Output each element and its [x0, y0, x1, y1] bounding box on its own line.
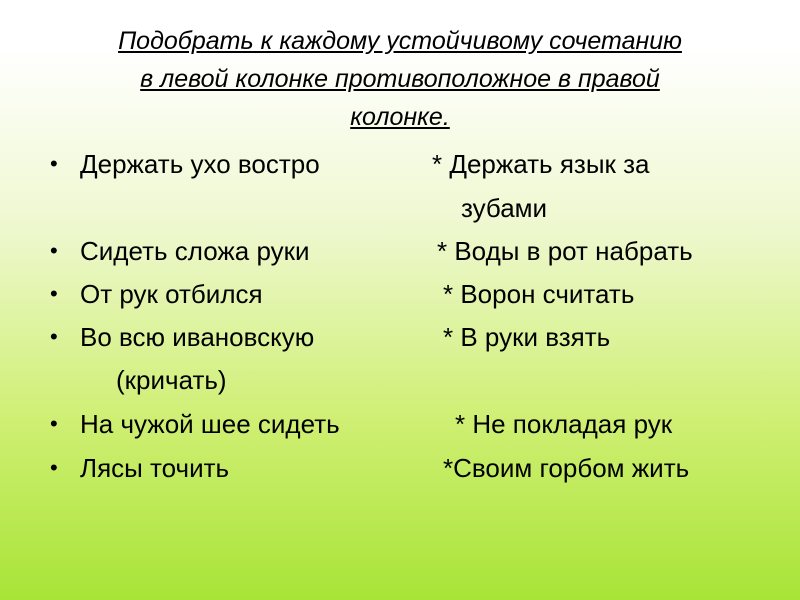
right-phrase: * Воды в рот набрать: [437, 236, 693, 266]
left-phrase: От рук отбился: [80, 279, 263, 309]
row-7: [0, 402, 800, 446]
right-phrase: * Держать язык за: [432, 149, 650, 179]
left-phrase: На чужой шее сидеть: [80, 409, 340, 439]
left-phrase: (кричать): [116, 365, 227, 395]
row-8: [0, 446, 800, 490]
left-phrase: Сидеть сложа руки: [80, 236, 310, 266]
bullet: •: [50, 411, 58, 436]
row-5: [0, 315, 800, 359]
bullet: •: [50, 281, 58, 306]
bullet: •: [50, 238, 58, 263]
left-phrase: Держать ухо востро: [80, 149, 320, 179]
row-6: [0, 358, 800, 402]
right-phrase: * Не покладая рук: [455, 409, 673, 439]
right-phrase: * Ворон считать: [443, 279, 635, 309]
bullet: •: [50, 151, 58, 176]
left-phrase: Во всю ивановскую: [80, 322, 315, 352]
title-line-3: колонке.: [350, 103, 450, 131]
title-line-1: Подобрать к каждому устойчивому сочетанию: [118, 27, 682, 55]
bullet: •: [50, 324, 58, 349]
right-phrase: зубами: [461, 193, 548, 223]
title-line-2: в левой колонке противоположное в правой: [140, 65, 660, 93]
slide-title: [40, 22, 760, 136]
left-phrase: Лясы точить: [80, 453, 230, 483]
row-2: [0, 186, 800, 230]
right-phrase: *Своим горбом жить: [443, 453, 690, 483]
right-phrase: * В руки взять: [443, 322, 611, 352]
row-1: [0, 142, 800, 186]
row-4: [0, 272, 800, 316]
row-3: [0, 229, 800, 273]
bullet: •: [50, 455, 58, 480]
